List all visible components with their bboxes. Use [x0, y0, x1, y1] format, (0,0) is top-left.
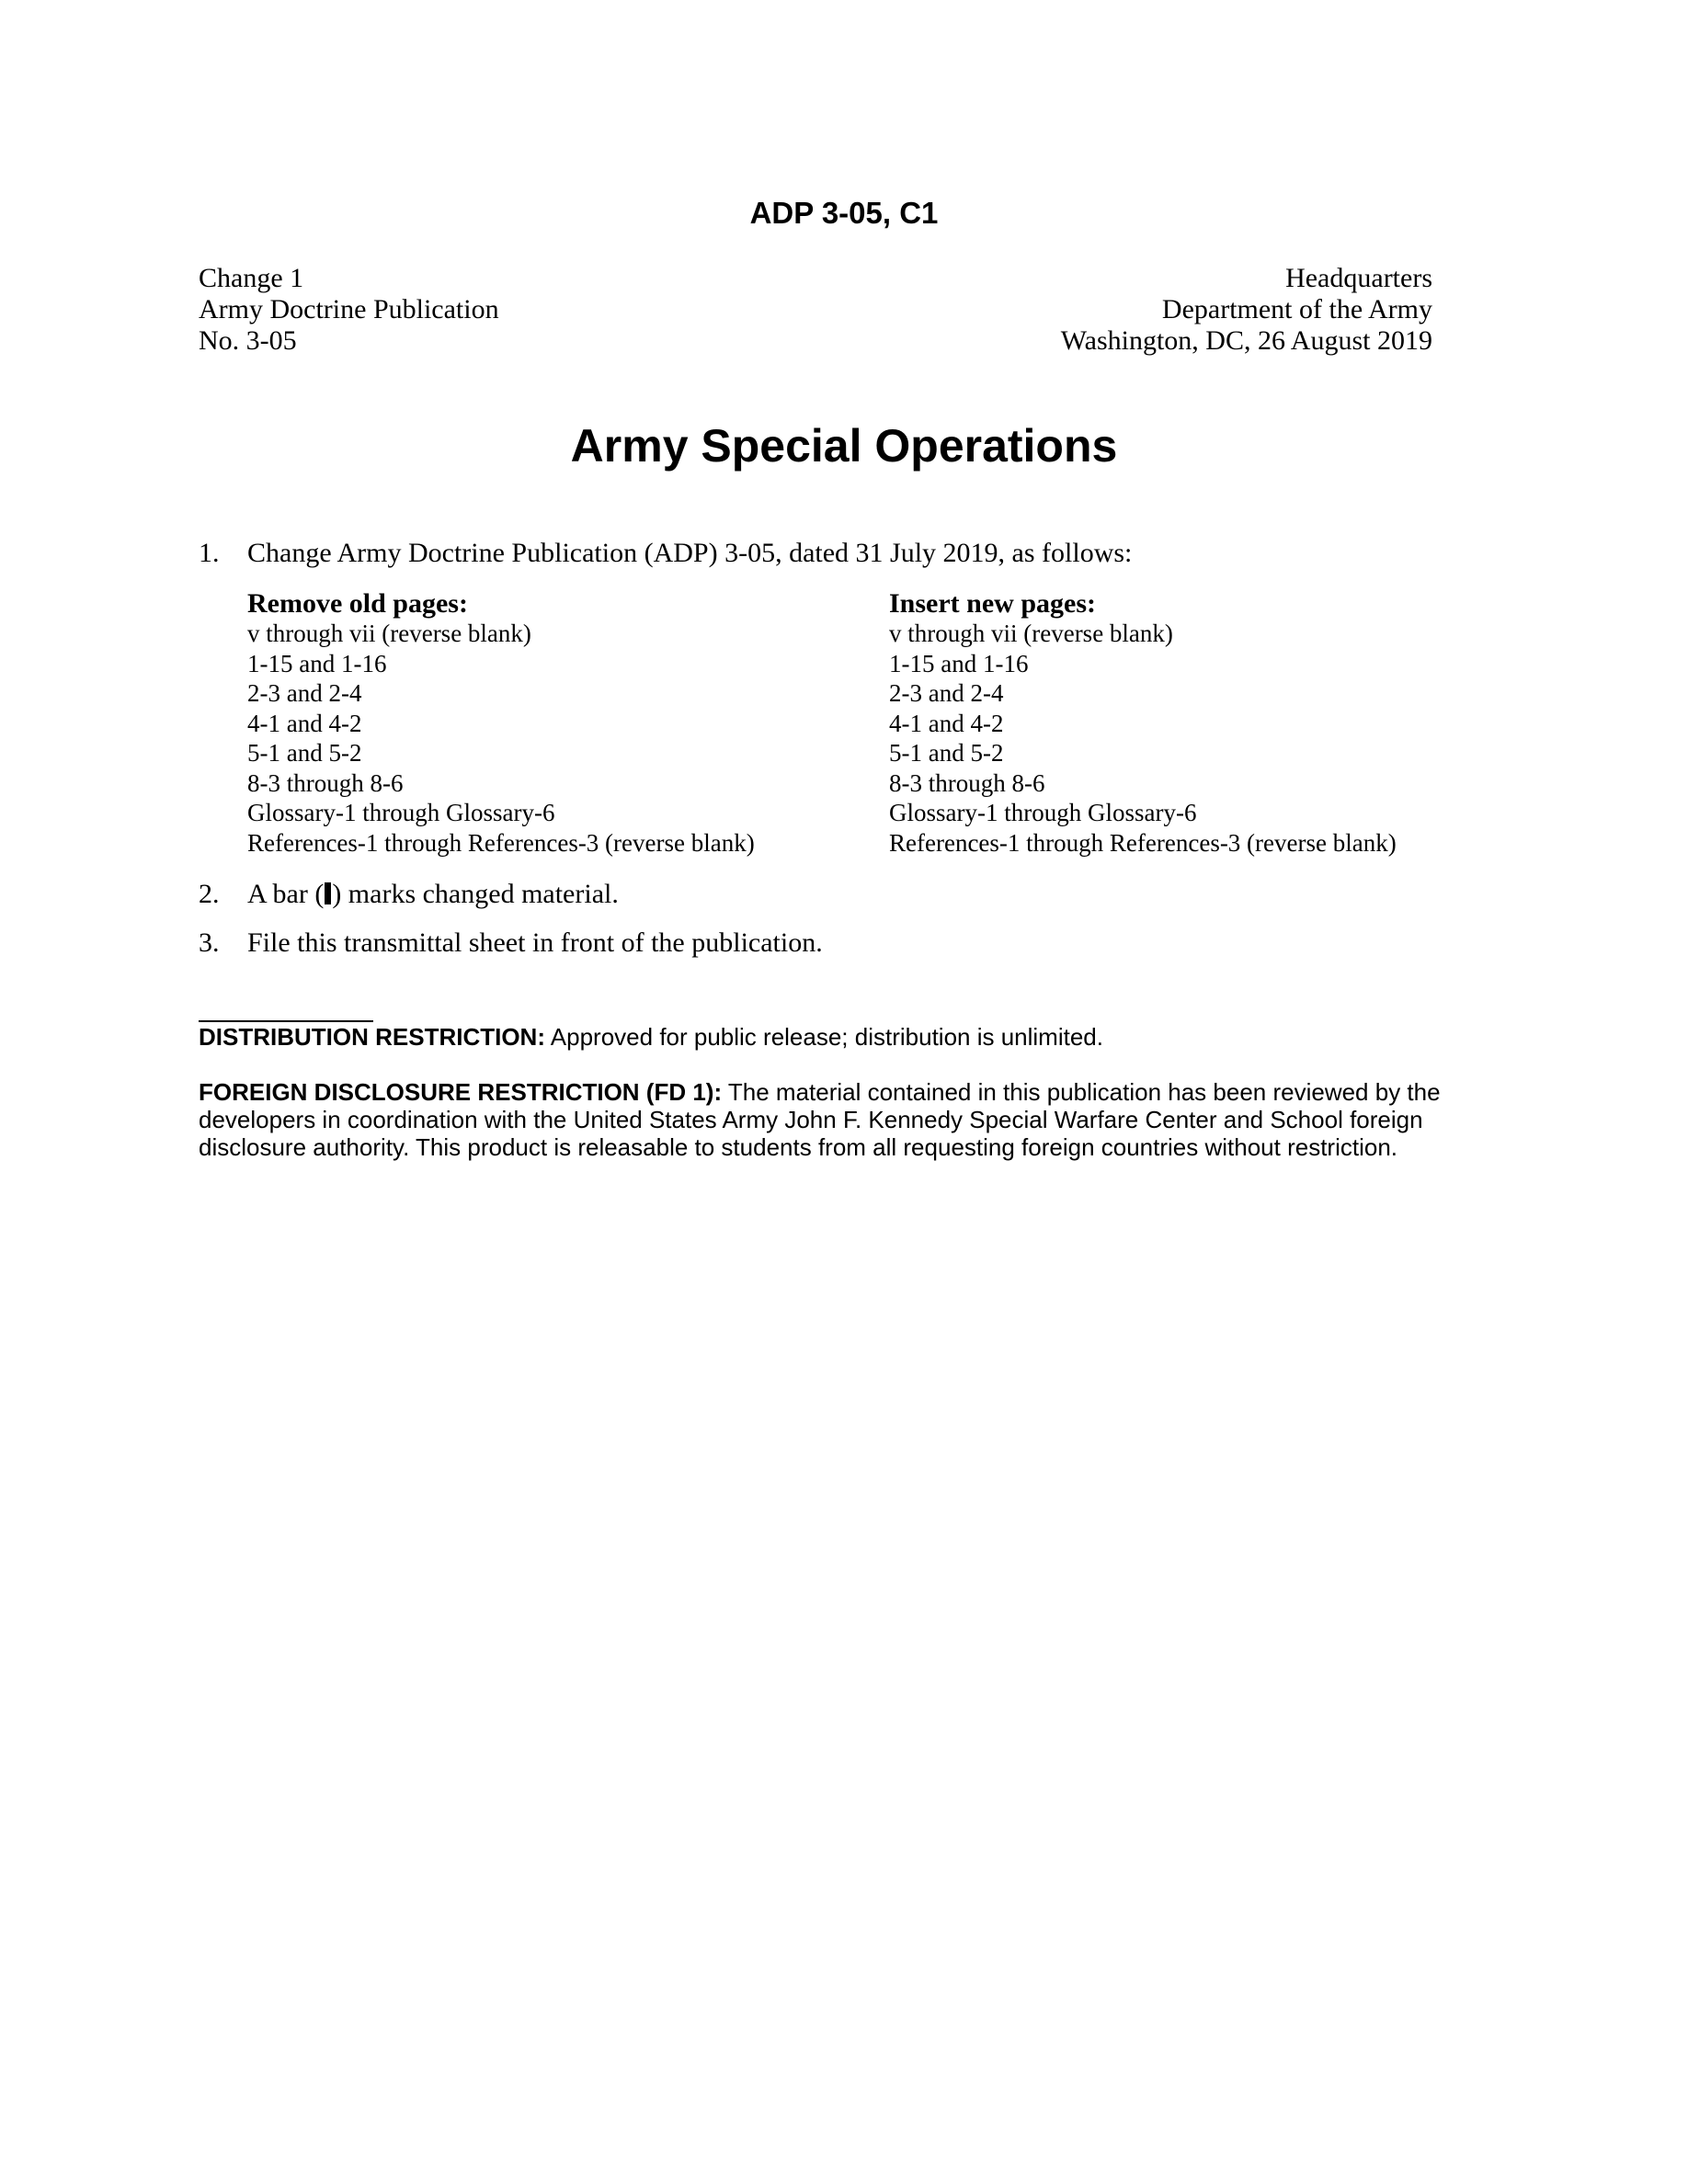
instruction-item-1	[199, 538, 1132, 568]
list-item: 1-15 and 1-16	[247, 649, 387, 677]
issue-place-date: Washington, DC, 26 August 2019	[1060, 325, 1432, 356]
remove-pages-heading: Remove old pages:	[247, 588, 468, 619]
header-right-block	[1061, 263, 1432, 357]
item-text: Change Army Doctrine Publication (ADP) 3-05, dated 31 July 2019, as follows:	[247, 538, 1133, 568]
item-text-before: A bar (	[247, 879, 325, 909]
list-item: v through vii (reverse blank)	[889, 620, 1173, 647]
list-item: 5-1 and 5-2	[889, 739, 1004, 767]
instruction-item-3	[199, 927, 823, 958]
item-number: 2.	[199, 879, 220, 909]
distribution-text: Approved for public release; distribution is unlimited.	[545, 1023, 1103, 1051]
list-item: 2-3 and 2-4	[889, 679, 1004, 707]
change-number: Change 1	[199, 263, 304, 293]
insert-pages-column	[889, 588, 1397, 858]
issuing-department: Department of the Army	[1161, 294, 1432, 324]
footnote-divider	[199, 1020, 373, 1022]
list-item: Glossary-1 through Glossary-6	[889, 799, 1197, 826]
foreign-disclosure-restriction	[199, 1078, 1449, 1161]
issuing-office: Headquarters	[1285, 263, 1432, 293]
item-text-after: ) marks changed material.	[332, 879, 619, 909]
distribution-label: DISTRIBUTION RESTRICTION:	[199, 1023, 545, 1051]
list-item: 4-1 and 4-2	[247, 709, 362, 737]
list-item: 5-1 and 5-2	[247, 739, 362, 767]
list-item: 8-3 through 8-6	[889, 768, 1045, 797]
document-id: ADP 3-05, C1	[749, 196, 939, 230]
page-title: Army Special Operations	[570, 420, 1118, 472]
remove-pages-column	[247, 588, 755, 858]
list-item: v through vii (reverse blank)	[247, 620, 531, 647]
list-item: 8-3 through 8-6	[247, 768, 404, 797]
change-bar-icon	[325, 882, 331, 904]
header-left-block	[199, 263, 499, 357]
foreign-disclosure-text: The material contained in this publication has been reviewed by the developers in coordination with the United States Army John F. Kennedy Special Warfare Center and School foreign disclosure authority. This product is releasable to students from all requesting foreign countries without restriction.	[199, 1078, 1441, 1161]
instruction-item-2	[199, 879, 619, 909]
publication-type: Army Doctrine Publication	[199, 294, 499, 324]
list-item: 2-3 and 2-4	[247, 679, 362, 707]
list-item: Glossary-1 through Glossary-6	[247, 799, 555, 826]
publication-number: No. 3-05	[199, 325, 297, 356]
distribution-restriction	[199, 1023, 1449, 1051]
list-item: References-1 through References-3 (reverse blank)	[247, 828, 755, 857]
list-item: 1-15 and 1-16	[889, 649, 1029, 677]
item-number: 3.	[199, 927, 220, 958]
item-text: File this transmittal sheet in front of the publication.	[247, 927, 823, 958]
insert-pages-heading: Insert new pages:	[889, 588, 1096, 619]
foreign-disclosure-label: FOREIGN DISCLOSURE RESTRICTION (FD 1):	[199, 1078, 723, 1106]
list-item: References-1 through References-3 (reverse blank)	[889, 828, 1397, 857]
item-number: 1.	[199, 538, 220, 568]
list-item: 4-1 and 4-2	[889, 709, 1004, 737]
